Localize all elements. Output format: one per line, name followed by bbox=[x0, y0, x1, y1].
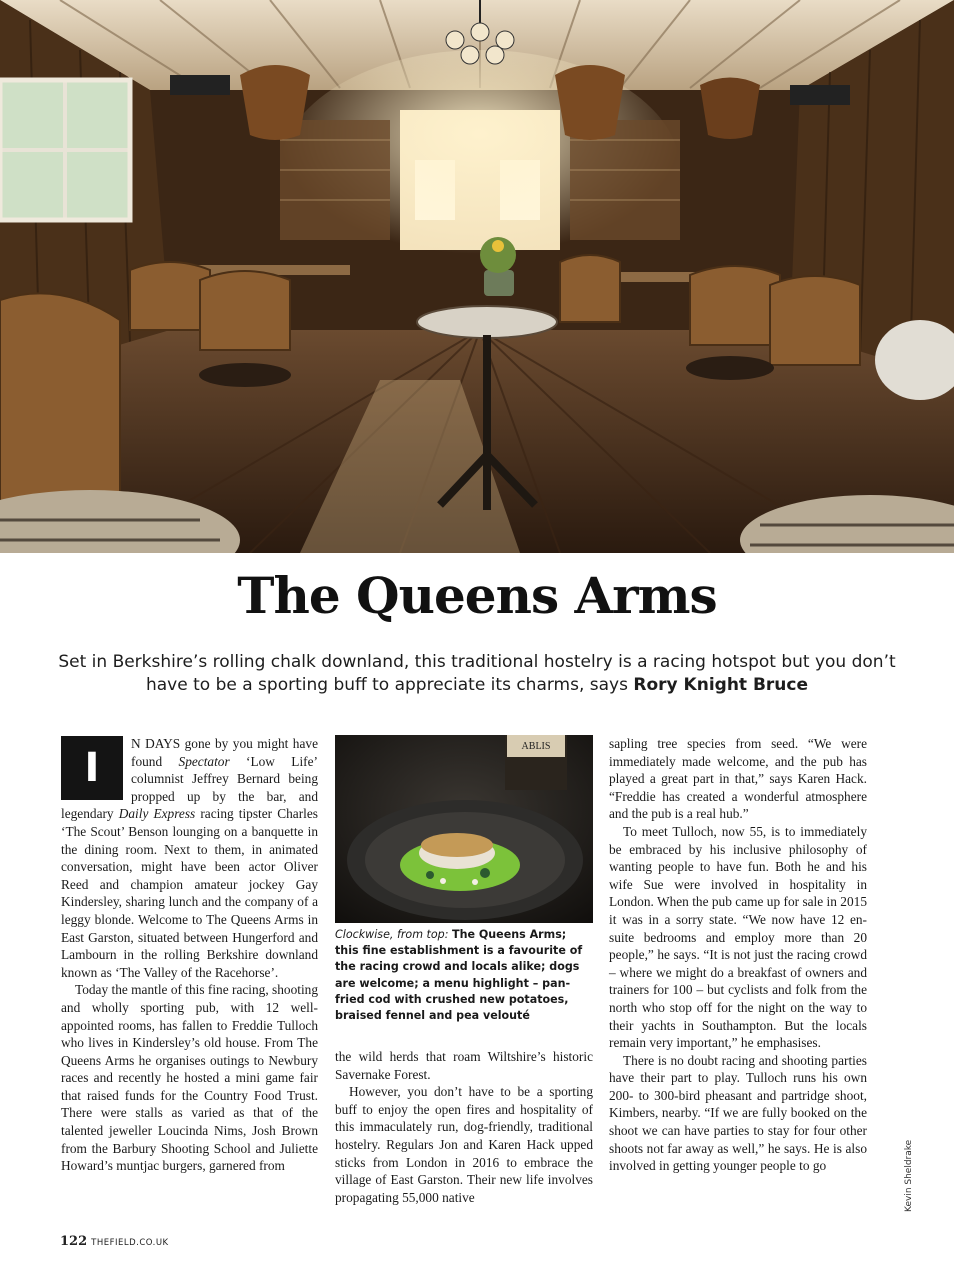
text-run: ‘Low Life’ columnist Jeffrey Bernard being propped up by the bar, and legendary bbox=[61, 753, 318, 822]
food-illustration bbox=[335, 735, 593, 923]
paragraph: There is no doubt racing and shooting parties have their part to play. Tulloch runs his own 200- to 300-bird pheasant and partridge shoot, Kimbers, nearby. “If we are fully booked on the shoot we can have parties to stay for four other shoots not far away as well,” he says. He is also involved in getting younger people to go bbox=[609, 1052, 867, 1174]
saddle bbox=[240, 65, 310, 140]
article-column-2 bbox=[335, 1048, 593, 1206]
round-table bbox=[417, 306, 557, 338]
drop-cap: I bbox=[61, 736, 123, 800]
photo-caption bbox=[335, 927, 593, 1024]
hero-photo bbox=[0, 0, 954, 553]
chair bbox=[770, 276, 860, 365]
paragraph bbox=[61, 735, 318, 981]
bottle-label: ABLIS bbox=[521, 741, 551, 752]
text-run: N DAYS gone by you might have found bbox=[131, 736, 318, 769]
publication-name: Spectator bbox=[178, 753, 230, 769]
article-column-1 bbox=[61, 735, 318, 1175]
caption-text: The Queens Arms; this fine establishment is a favourite of the racing crowd and locals alike; dogs are welcome; a menu highlight – pan-fried cod with crushed new potatoes, braised fennel and pea velouté bbox=[335, 928, 583, 1023]
text-run: racing tipster Charles ‘The Scout’ Benson lounging on a banquette in the dining room. Next to them, in animated conversation, might have been actor Oliver Reed and champion amateur jockey Gay Kindersley, sharing lunch and the company of a leggy blonde. Welcome to The Queens Arms in East Garston, situated between Hungerford and Lambourn in the rolling Berkshire downland known as ‘The Valley of the Racehorse’. bbox=[61, 806, 318, 980]
page-number: 122 bbox=[60, 1234, 88, 1249]
chair bbox=[560, 255, 620, 322]
chair bbox=[0, 293, 120, 520]
saddle bbox=[555, 65, 625, 140]
site-url: THEFIELD.CO.UK bbox=[91, 1238, 169, 1248]
headline: The Queens Arms bbox=[237, 566, 717, 625]
author-name: Rory Knight Bruce bbox=[633, 675, 809, 695]
paragraph: However, you don’t have to be a sporting buff to enjoy the open fires and hospitality of this immaculately run, dog-friendly, traditional hostelry. Regulars Jon and Karen Hack upped sticks from London in 2016 to embrace the village of East Garston. Their new life involves propagating 55,000 native bbox=[335, 1084, 593, 1205]
chair bbox=[690, 266, 780, 345]
paragraph: Today the mantle of this fine racing, shooting and wholly sporting pub, with 12 well-appointed rooms, has fallen to Freddie Tulloch who lives in Kindersley’s old house. From The Queens Arms he organises outings to Newbury races and recently he hosted a mini game fair that raised funds for the Country Food Trust. There were stalls as varied as that of the talented jeweller Loucinda Nims, Josh Brown from the Barbury Shooting School and Juliette Howard’s muntjac burgers, garnered from bbox=[61, 982, 318, 1174]
paragraph: the wild herds that roam Wiltshire’s historic Savernake Forest. bbox=[335, 1049, 593, 1082]
folio bbox=[60, 1234, 169, 1249]
chair bbox=[130, 262, 210, 330]
article-column-3 bbox=[609, 735, 867, 1175]
saddle bbox=[700, 78, 760, 140]
paragraph: To meet Tulloch, now 55, is to immediately be embraced by his inclusive philosophy of wanting people to have fun. Both he and his wife Sue were involved in hospitality in London. When the pub came up for sale in 2015 it was in a sorry state. “We now have 12 en-suite bedrooms and employ more than 20 people,” he says. “It is not just the racing crowd – where we might do a breakfast of owners and trainers for 100 – but cyclists and folk from the north who stop off for the night on the way to their yachts in Southampton. But the locals remain very important,” he emphasises. bbox=[609, 823, 867, 1051]
hero-illustration bbox=[0, 0, 954, 553]
caption-lead: Clockwise, from top: bbox=[335, 928, 449, 941]
photo-credit: Kevin Sheldrake bbox=[904, 1139, 914, 1212]
standfirst-text: Set in Berkshire’s rolling chalk downland, this traditional hostelry is a racing hotspot but you don’t have to be a sporting buff to appreciate its charms, says bbox=[58, 652, 896, 695]
chair bbox=[200, 271, 290, 350]
publication-name: Daily Express bbox=[118, 806, 196, 822]
wall-heater bbox=[790, 85, 850, 105]
paragraph: sapling tree species from seed. “We were immediately made welcome, and the pub has played a great part in that,” says Karen Hack. “Freddie has created a wonderful atmosphere and the pub is a real hub.” bbox=[609, 736, 867, 822]
wall-heater bbox=[170, 75, 230, 95]
food-photo bbox=[335, 735, 593, 923]
standfirst bbox=[40, 651, 914, 697]
